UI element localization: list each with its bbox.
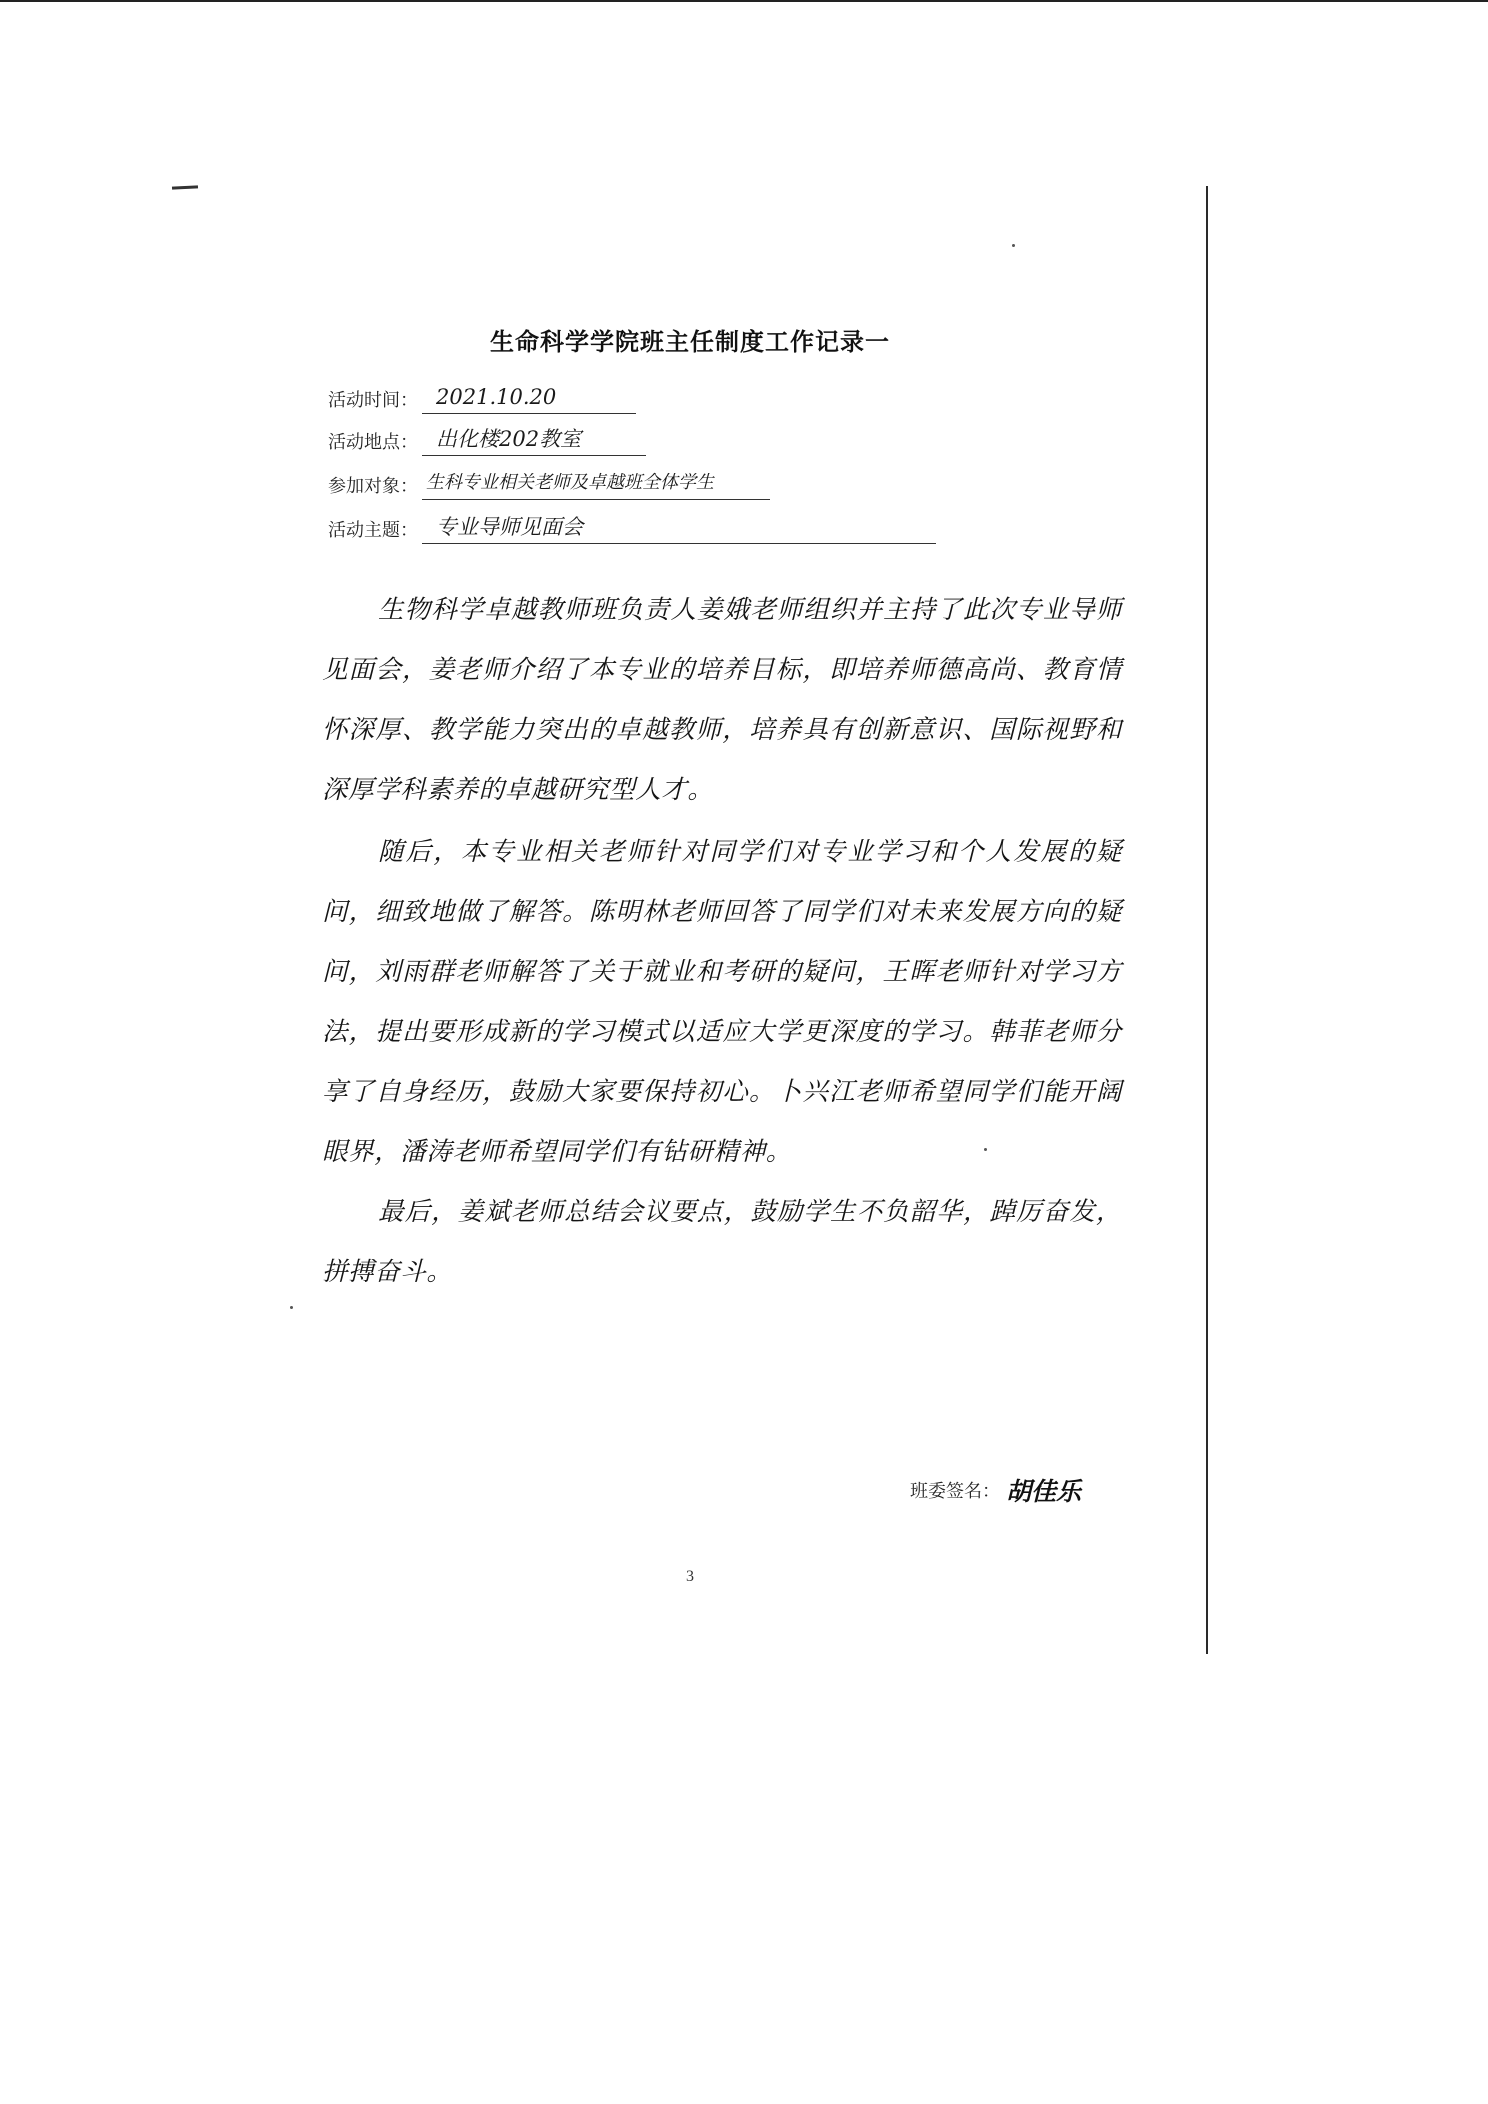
activity-location-field	[328, 420, 646, 456]
signature-block	[910, 1472, 1081, 1508]
scan-speck	[290, 1306, 293, 1309]
paper-edge-line	[1206, 186, 1208, 1654]
document-title: 生命科学学院班主任制度工作记录一	[490, 328, 890, 356]
field-label: 参加对象：	[328, 476, 418, 497]
page-number: 3	[686, 1568, 694, 1585]
field-label: 活动主题：	[328, 520, 418, 541]
handwritten-body	[322, 580, 1122, 1302]
field-value: 专业导师见面会	[422, 513, 936, 544]
field-value: 2021.10.20	[422, 383, 636, 414]
activity-time-field	[328, 378, 636, 414]
field-label: 活动地点：	[328, 432, 418, 453]
field-label: 活动时间：	[328, 390, 418, 411]
scan-speck	[1012, 244, 1015, 247]
body-paragraph: 生物科学卓越教师班负责人姜娥老师组织并主持了此次专业导师见面会，姜老师介绍了本专业的培养目标，即培养师德高尚、教育情怀深厚、教学能力突出的卓越教师，培养具有创新意识、国际视野和深厚学科素养的卓越研究型人才。	[322, 595, 1122, 805]
participants-field	[328, 464, 770, 500]
field-value: 生科专业相关老师及卓越班全体学生	[422, 469, 770, 500]
scan-mark	[172, 185, 198, 189]
field-value: 出化楼202教室	[422, 425, 646, 456]
body-paragraph: 最后，姜斌老师总结会议要点，鼓励学生不负韶华，踔厉奋发，拼搏奋斗。	[322, 1197, 1122, 1287]
activity-theme-field	[328, 508, 936, 544]
signature-name: 胡佳乐	[1006, 1477, 1082, 1506]
signature-label: 班委签名：	[910, 1481, 1000, 1502]
scan-top-border	[0, 0, 1488, 2]
body-paragraph: 随后，本专业相关老师针对同学们对专业学习和个人发展的疑问，细致地做了解答。陈明林老师回答了同学们对未来发展方向的疑问，刘雨群老师解答了关于就业和考研的疑问，王晖老师针对学习方法，提出要形成新的学习模式以适应大学更深度的学习。韩菲老师分享了自身经历，鼓励大家要保持初心。卜兴江老师希望同学们能开阔眼界，潘涛老师希望同学们有钻研精神。	[322, 837, 1122, 1167]
